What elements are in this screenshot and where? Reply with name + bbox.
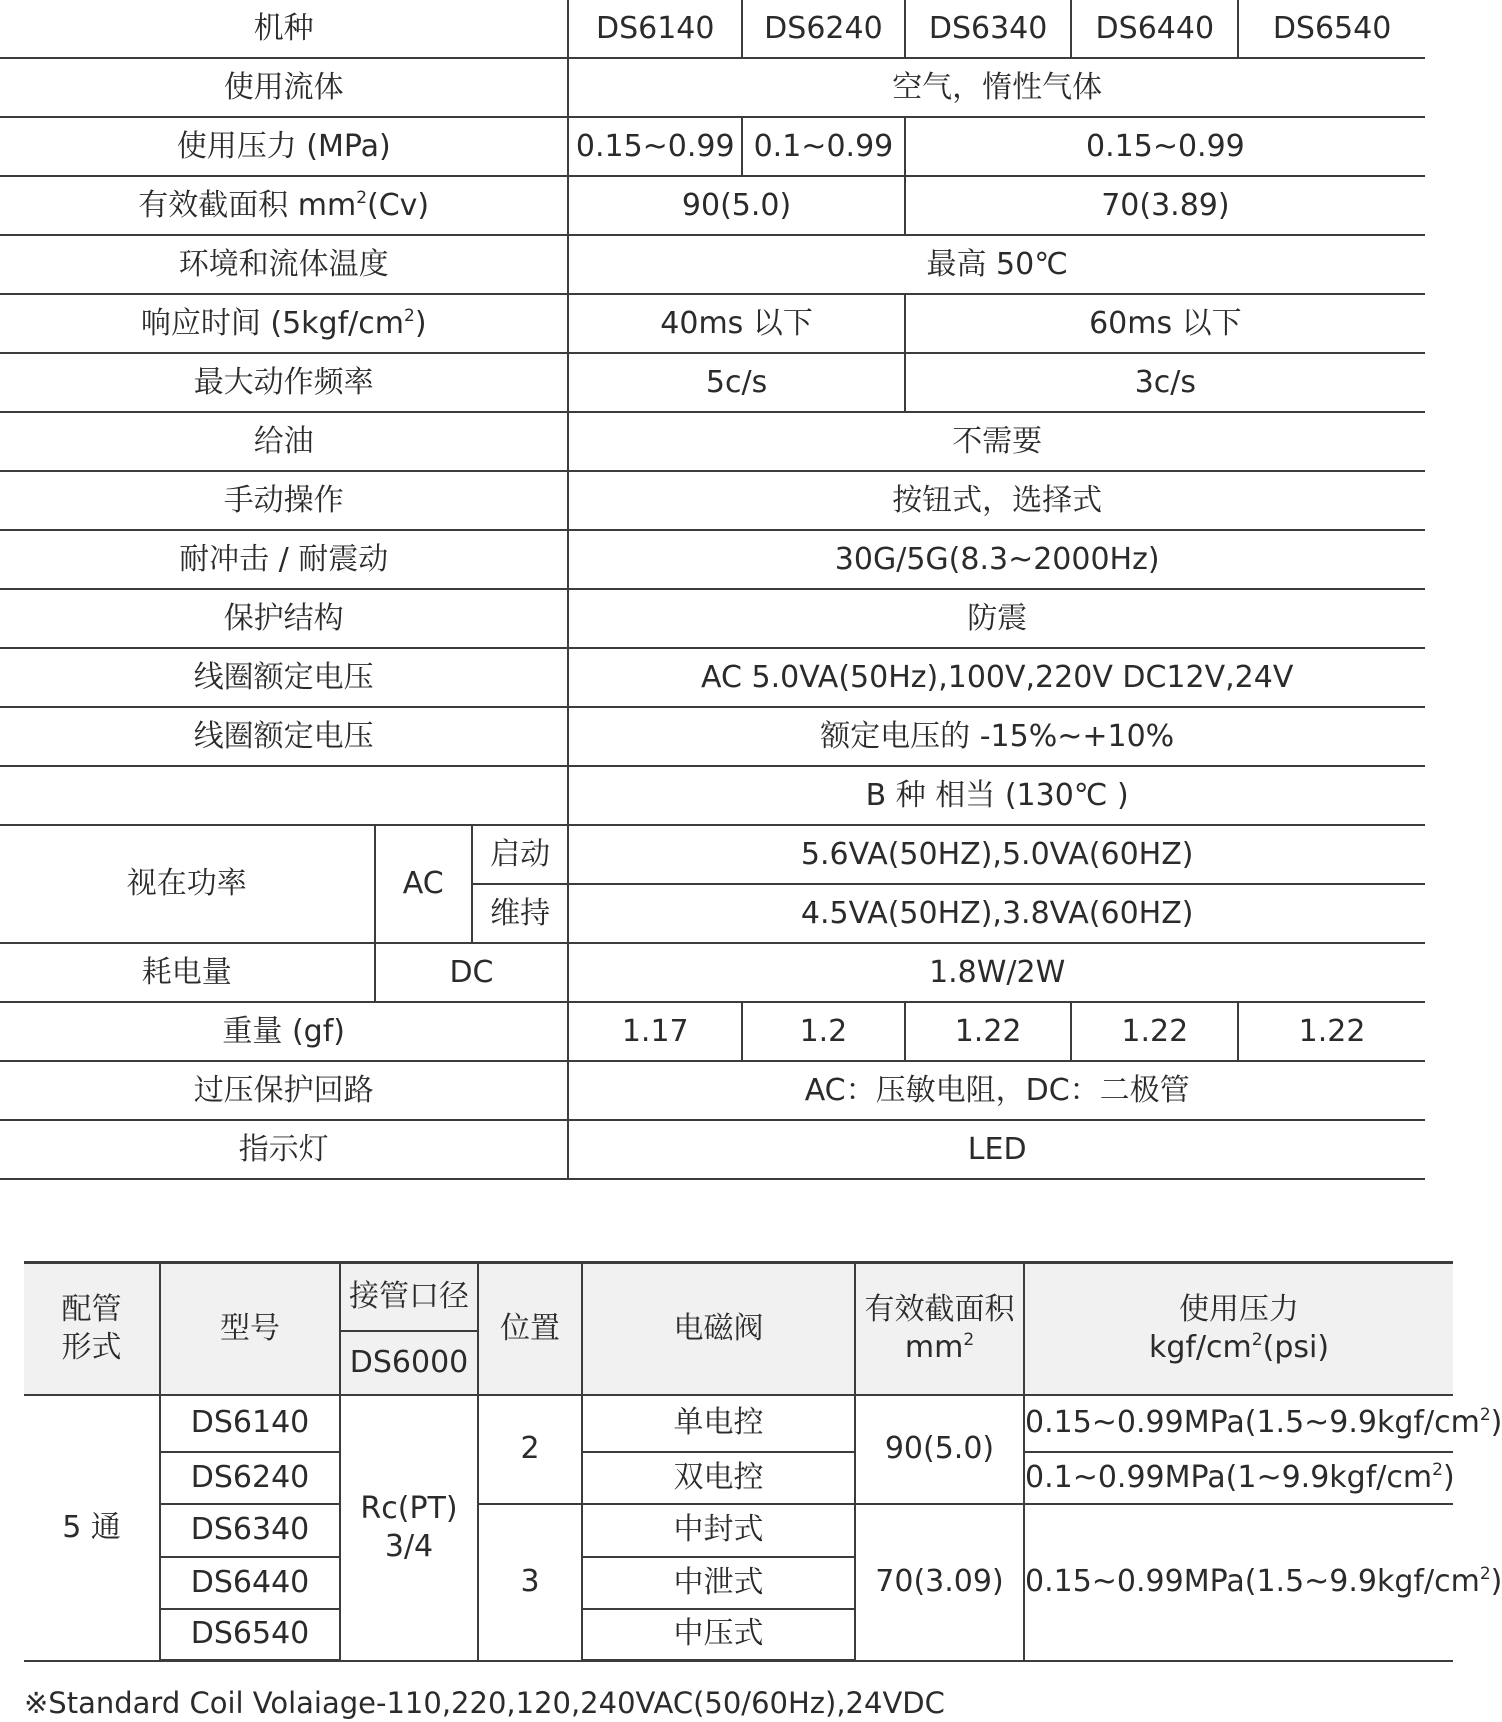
row-label: 重量 (gf) — [0, 1002, 568, 1061]
spec-value: 40ms 以下 — [568, 294, 904, 353]
spec-value: 90(5.0) — [568, 176, 904, 235]
header-text: 有效截面积 — [864, 1291, 1015, 1327]
spec-row-model — [0, 0, 1425, 58]
port-text: 3/4 — [384, 1528, 434, 1564]
model-table — [24, 1261, 1502, 1662]
spec-value: AC：压敏电阻，DC：二极管 — [568, 1061, 1425, 1120]
superscript: 2 — [1479, 1405, 1491, 1425]
superscript: 2 — [403, 305, 415, 326]
header-text: 使用压力 — [1179, 1291, 1299, 1327]
header-piping — [24, 1263, 160, 1395]
spec-row-consumption — [0, 943, 1425, 1002]
spec-value: 4.5VA(50HZ),3.8VA(60HZ) — [568, 884, 1425, 943]
row-label: 使用流体 — [0, 58, 568, 117]
spec-value: 60ms 以下 — [905, 294, 1425, 353]
superscript: 2 — [356, 187, 368, 208]
header-text: mm — [904, 1329, 964, 1365]
model-cell: DS6440 — [160, 1557, 340, 1609]
spec-row-insulation — [0, 766, 1425, 825]
pressure-text: 0.15~0.99MPa(1.5~9.9kgf/cm — [1025, 1405, 1480, 1440]
header-text — [856, 1329, 1023, 1367]
header-model: 型号 — [160, 1263, 340, 1395]
spec-value: 最高 50℃ — [568, 235, 1425, 294]
spec-value: 防震 — [568, 589, 1425, 648]
row-label: 线圈额定电压 — [0, 648, 568, 707]
row-label: 视在功率 — [0, 825, 375, 943]
spec-value: 额定电压的 -15%~+10% — [568, 707, 1425, 766]
spec-value: 1.2 — [742, 1002, 905, 1061]
footnote: ※Standard Coil Volaiage-110,220,120,240VAC(50/60Hz),24VDC — [24, 1686, 945, 1720]
row-label: 手动操作 — [0, 471, 568, 530]
spec-value: 5.6VA(50HZ),5.0VA(60HZ) — [568, 825, 1425, 884]
header-pressure — [1024, 1263, 1453, 1395]
pressure-text: 0.1~0.99MPa(1~9.9kgf/cm — [1025, 1459, 1433, 1495]
spec-value: 0.15~0.99 — [905, 117, 1425, 176]
spec-value: AC 5.0VA(50Hz),100V,220V DC12V,24V — [568, 648, 1425, 707]
spec-value: 不需要 — [568, 412, 1425, 471]
spec-row-surge — [0, 1061, 1425, 1120]
valve-cell: 中泄式 — [582, 1557, 855, 1609]
spec-row-manual — [0, 471, 1425, 530]
row-label: 耗电量 — [0, 943, 375, 1002]
spec-row-area — [0, 176, 1425, 235]
spec-row-voltage-range — [0, 707, 1425, 766]
header-valve: 电磁阀 — [582, 1263, 855, 1395]
position-value: 3 — [478, 1504, 582, 1661]
spec-value: B 种 相当 (130℃ ) — [568, 766, 1425, 825]
spec-value: 70(3.89) — [905, 176, 1425, 235]
spec-value: 空气，惰性气体 — [568, 58, 1425, 117]
model-header: DS6240 — [742, 0, 905, 58]
superscript: 2 — [1432, 1459, 1443, 1480]
pressure-text: ) — [1490, 1564, 1502, 1599]
model-cell: DS6540 — [160, 1609, 340, 1661]
spec-value: 1.22 — [905, 1002, 1072, 1061]
model-cell: DS6340 — [160, 1504, 340, 1557]
model-table-header — [24, 1263, 1453, 1331]
row-label: 使用压力 (MPa) — [0, 117, 568, 176]
piping-value: 5 通 — [24, 1395, 160, 1661]
spec-row-apparent-power-start — [0, 825, 1425, 884]
pressure-value — [1024, 1452, 1453, 1504]
label-text: 有效截面积 mm — [138, 187, 357, 223]
ac-label: AC — [375, 825, 472, 943]
sub-label: 启动 — [472, 825, 568, 884]
row-label — [0, 766, 568, 825]
port-value — [340, 1395, 478, 1661]
spec-value: LED — [568, 1120, 1425, 1179]
row-label: 耐冲击 / 耐震动 — [0, 530, 568, 589]
spec-value: 3c/s — [905, 353, 1425, 412]
header-port: 接管口径 — [340, 1263, 478, 1331]
header-position: 位置 — [478, 1263, 582, 1395]
spec-value: 0.1~0.99 — [742, 117, 905, 176]
pressure-text: ) — [1442, 1459, 1455, 1495]
row-label: 过压保护回路 — [0, 1061, 568, 1120]
spec-row-indicator — [0, 1120, 1425, 1179]
label-text: ) — [414, 305, 427, 341]
pressure-text: ) — [1490, 1405, 1502, 1440]
superscript: 2 — [963, 1329, 975, 1350]
model-row — [24, 1452, 1453, 1504]
spec-row-coil-voltage — [0, 648, 1425, 707]
superscript: 2 — [1479, 1564, 1491, 1584]
model-header: DS6340 — [905, 0, 1072, 58]
spec-row-shock — [0, 530, 1425, 589]
row-label: 指示灯 — [0, 1120, 568, 1179]
label-text: 响应时间 (5kgf/cm — [140, 305, 404, 341]
pressure-value — [1024, 1504, 1502, 1661]
row-label: 线圈额定电压 — [0, 707, 568, 766]
spec-row-pressure — [0, 117, 1425, 176]
position-value: 2 — [478, 1395, 582, 1504]
spec-value: 5c/s — [568, 353, 904, 412]
row-label: 最大动作频率 — [0, 353, 568, 412]
dc-label: DC — [375, 943, 569, 1002]
pressure-text: 0.15~0.99MPa(1.5~9.9kgf/cm — [1025, 1564, 1480, 1599]
model-header: DS6440 — [1071, 0, 1238, 58]
spec-value: 1.17 — [568, 1002, 742, 1061]
row-label — [0, 294, 568, 353]
sub-label: 维持 — [472, 884, 568, 943]
model-row — [24, 1395, 1453, 1452]
valve-cell: 双电控 — [582, 1452, 855, 1504]
valve-cell: 中封式 — [582, 1504, 855, 1557]
spec-value: 0.15~0.99 — [568, 117, 742, 176]
spec-value: 30G/5G(8.3~2000Hz) — [568, 530, 1425, 589]
model-cell: DS6140 — [160, 1395, 340, 1452]
spec-value: 1.22 — [1071, 1002, 1238, 1061]
label-text: (Cv) — [367, 187, 430, 223]
model-row — [24, 1504, 1453, 1557]
valve-cell: 中压式 — [582, 1609, 855, 1661]
header-port-sub: DS6000 — [340, 1331, 478, 1395]
header-text: (psi) — [1262, 1329, 1330, 1365]
row-label: 机种 — [0, 0, 568, 58]
model-cell: DS6240 — [160, 1452, 340, 1504]
area-value: 90(5.0) — [855, 1395, 1024, 1504]
header-area — [855, 1263, 1024, 1395]
pressure-value — [1024, 1395, 1502, 1452]
superscript: 2 — [1251, 1329, 1263, 1350]
row-label — [0, 176, 568, 235]
header-text: 形式 — [61, 1329, 122, 1365]
spec-row-response — [0, 294, 1425, 353]
row-label: 环境和流体温度 — [0, 235, 568, 294]
header-text: kgf/cm — [1148, 1329, 1252, 1365]
header-text — [1025, 1329, 1453, 1367]
row-label: 保护结构 — [0, 589, 568, 648]
header-text: 配管 — [61, 1291, 122, 1327]
spec-row-temperature — [0, 235, 1425, 294]
spec-value: 1.8W/2W — [568, 943, 1425, 1002]
area-value: 70(3.09) — [855, 1504, 1024, 1661]
spec-row-protection — [0, 589, 1425, 648]
row-label: 给油 — [0, 412, 568, 471]
spec-value: 1.22 — [1238, 1002, 1425, 1061]
spec-row-weight — [0, 1002, 1425, 1061]
valve-cell: 单电控 — [582, 1395, 855, 1452]
port-text: Rc(PT) — [360, 1490, 458, 1526]
model-header: DS6540 — [1238, 0, 1425, 58]
spec-row-fluid — [0, 58, 1425, 117]
model-header: DS6140 — [568, 0, 742, 58]
spec-row-lubrication — [0, 412, 1425, 471]
spec-value: 按钮式，选择式 — [568, 471, 1425, 530]
spec-row-frequency — [0, 353, 1425, 412]
